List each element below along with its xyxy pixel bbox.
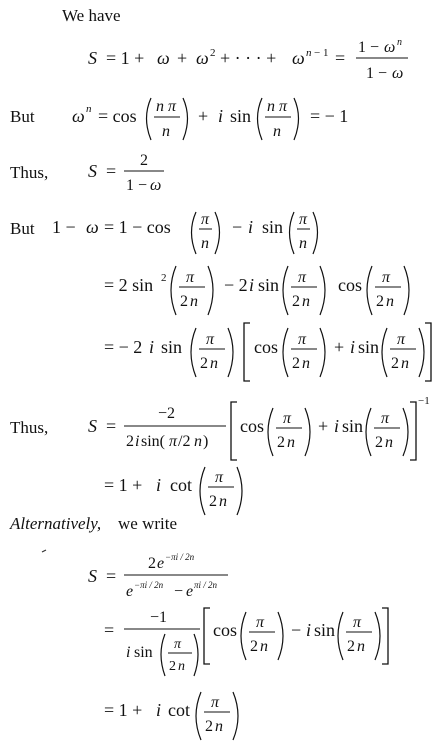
- svg-text:2: 2: [200, 355, 208, 372]
- svg-text:−1: −1: [418, 395, 430, 407]
- svg-text:2: 2: [169, 659, 176, 674]
- svg-text:S: S: [88, 161, 97, 181]
- svg-text:−: −: [291, 620, 302, 640]
- svg-text:2: 2: [209, 493, 217, 510]
- svg-text:π: π: [206, 331, 215, 348]
- svg-text:/2: /2: [178, 433, 191, 450]
- svg-text:π: π: [169, 433, 178, 450]
- svg-text:n: n: [260, 638, 268, 655]
- svg-text:2: 2: [126, 433, 134, 450]
- svg-text:n π: n π: [156, 98, 177, 115]
- svg-text:= 1 +: = 1 +: [106, 48, 145, 68]
- svg-text:n π: n π: [267, 98, 288, 115]
- svg-text:sin: sin: [230, 106, 252, 126]
- text-alternatively: Alternatively,: [10, 514, 102, 533]
- svg-text:cos: cos: [240, 416, 264, 436]
- svg-text:i: i: [126, 644, 131, 661]
- svg-text:= cos: = cos: [98, 106, 137, 126]
- svg-text:n: n: [273, 123, 281, 140]
- equation-exponential-expanded: [104, 608, 388, 676]
- svg-text:sin: sin: [342, 416, 364, 436]
- svg-text:π: π: [298, 331, 307, 348]
- svg-text:n: n: [357, 638, 365, 655]
- svg-text:n: n: [162, 123, 170, 140]
- svg-text:2: 2: [205, 718, 213, 735]
- svg-text:n: n: [201, 235, 209, 252]
- svg-text:πi / 2n: πi / 2n: [194, 580, 218, 590]
- svg-text:cot: cot: [168, 700, 190, 720]
- svg-text:n: n: [86, 103, 92, 115]
- svg-text:2: 2: [161, 272, 167, 284]
- svg-text:−πi / 2n: −πi / 2n: [165, 552, 195, 562]
- svg-text:= 1 − cos: = 1 − cos: [104, 217, 171, 237]
- svg-text:π: π: [382, 269, 391, 286]
- svg-text:cot: cot: [170, 475, 192, 495]
- svg-text:cos: cos: [254, 337, 278, 357]
- svg-text:π: π: [299, 211, 308, 228]
- text-thus-2: Thus,: [10, 418, 49, 437]
- svg-text:): ): [203, 433, 209, 450]
- svg-text:+: +: [198, 106, 209, 126]
- svg-text:π: π: [298, 269, 307, 286]
- svg-text:= 1 +: = 1 +: [104, 475, 143, 495]
- svg-text:=: =: [106, 566, 117, 586]
- svg-text:+: +: [334, 337, 345, 357]
- svg-text:π: π: [397, 331, 406, 348]
- svg-text:π: π: [215, 469, 224, 486]
- svg-text:−: −: [174, 583, 184, 600]
- svg-text:n: n: [302, 355, 310, 372]
- svg-text:=: =: [106, 416, 117, 436]
- svg-text:−πi / 2n: −πi / 2n: [134, 580, 164, 590]
- svg-text:2: 2: [292, 355, 300, 372]
- svg-text:i: i: [350, 337, 356, 357]
- svg-text:ω: ω: [292, 48, 305, 68]
- equation-s-fraction: [88, 152, 164, 194]
- equation-one-minus-omega: [52, 211, 318, 254]
- equation-result-1: [104, 467, 242, 515]
- svg-text:−: −: [232, 217, 243, 237]
- svg-text:2: 2: [148, 555, 156, 572]
- svg-text:i: i: [218, 106, 224, 126]
- svg-text:n: n: [397, 37, 402, 48]
- svg-text:i: i: [334, 416, 340, 436]
- svg-text:i: i: [249, 275, 255, 295]
- svg-text:−1: −1: [150, 609, 168, 626]
- svg-text:i: i: [135, 433, 140, 450]
- svg-text:sin: sin: [314, 620, 336, 640]
- svg-text:sin: sin: [134, 644, 153, 661]
- svg-text:2: 2: [140, 152, 148, 169]
- svg-text:n: n: [219, 493, 227, 510]
- svg-text:S: S: [88, 566, 97, 586]
- equation-factored: [104, 323, 431, 381]
- svg-text:2: 2: [376, 293, 384, 310]
- svg-text:2: 2: [250, 638, 258, 655]
- svg-text:sin: sin: [358, 337, 380, 357]
- svg-text:=: =: [335, 48, 346, 68]
- svg-text:n: n: [386, 293, 394, 310]
- svg-text:2: 2: [210, 47, 216, 59]
- svg-text:ω: ω: [157, 48, 170, 68]
- svg-text:cos: cos: [338, 275, 362, 295]
- svg-text:+: +: [177, 48, 188, 68]
- svg-text:sin: sin: [262, 217, 284, 237]
- svg-text:ω: ω: [150, 177, 162, 194]
- svg-text:π: π: [211, 694, 220, 711]
- svg-text:e: e: [157, 555, 165, 572]
- svg-text:i: i: [306, 620, 312, 640]
- svg-text:1 −: 1 −: [52, 217, 76, 237]
- equation-omega-n: [72, 98, 348, 140]
- svg-text:2: 2: [277, 434, 285, 451]
- svg-text:ω: ω: [196, 48, 209, 68]
- stray-mark: [42, 550, 46, 552]
- svg-text:ω: ω: [86, 217, 99, 237]
- svg-text:ω: ω: [392, 65, 404, 82]
- svg-text:−2: −2: [158, 405, 176, 422]
- svg-text:π: π: [256, 614, 265, 631]
- svg-text:e: e: [186, 583, 194, 600]
- equation-exponential: [88, 552, 228, 600]
- svg-text:π: π: [353, 614, 362, 631]
- svg-text:S: S: [88, 48, 97, 68]
- svg-text:ω: ω: [384, 39, 396, 56]
- svg-text:1 −: 1 −: [126, 177, 148, 194]
- svg-text:+: +: [318, 416, 329, 436]
- svg-text:n: n: [302, 293, 310, 310]
- svg-text:sin: sin: [161, 337, 183, 357]
- svg-text:sin: sin: [258, 275, 280, 295]
- svg-text:2: 2: [292, 293, 300, 310]
- svg-text:2: 2: [347, 638, 355, 655]
- svg-text:− 1: − 1: [314, 47, 329, 59]
- svg-text:cos: cos: [213, 620, 237, 640]
- svg-text:2: 2: [180, 293, 188, 310]
- svg-text:n: n: [299, 235, 307, 252]
- svg-text:n: n: [287, 434, 295, 451]
- svg-text:i: i: [248, 217, 254, 237]
- equation-double-angle: [104, 266, 409, 315]
- svg-text:i: i: [149, 337, 155, 357]
- svg-text:= 2 sin: = 2 sin: [104, 275, 154, 295]
- svg-text:2: 2: [375, 434, 383, 451]
- svg-text:n: n: [215, 718, 223, 735]
- svg-text:1 −: 1 −: [366, 65, 388, 82]
- svg-text:n: n: [401, 355, 409, 372]
- svg-text:n: n: [385, 434, 393, 451]
- svg-text:= − 2: = − 2: [104, 337, 143, 357]
- svg-text:=: =: [104, 620, 115, 640]
- svg-text:π: π: [201, 211, 210, 228]
- text-we-write: we write: [118, 514, 178, 533]
- svg-text:= 1 +: = 1 +: [104, 700, 143, 720]
- svg-text:sin(: sin(: [141, 433, 165, 450]
- svg-text:− 2: − 2: [224, 275, 248, 295]
- svg-text:ω: ω: [72, 106, 85, 126]
- svg-text:i: i: [156, 475, 162, 495]
- svg-text:n: n: [190, 293, 198, 310]
- svg-text:n: n: [178, 659, 185, 674]
- svg-text:n: n: [194, 433, 202, 450]
- svg-text:1 −: 1 −: [358, 39, 380, 56]
- svg-text:n: n: [306, 47, 312, 59]
- equation-s-inverse: [88, 395, 430, 460]
- svg-text:i: i: [156, 700, 162, 720]
- svg-text:e: e: [126, 583, 134, 600]
- text-thus-1: Thus,: [10, 163, 49, 182]
- text-we-have: We have: [62, 6, 121, 25]
- svg-text:π: π: [283, 410, 292, 427]
- equation-sum-series: [88, 37, 408, 82]
- svg-text:+ · · · +: + · · · +: [220, 48, 277, 68]
- svg-text:= − 1: = − 1: [310, 106, 349, 126]
- svg-text:π: π: [174, 637, 182, 652]
- text-but-2: But: [10, 219, 35, 238]
- svg-text:2: 2: [391, 355, 399, 372]
- text-but-1: But: [10, 107, 35, 126]
- svg-text:π: π: [186, 269, 195, 286]
- equation-result-2: [104, 692, 238, 740]
- svg-text:n: n: [210, 355, 218, 372]
- svg-text:π: π: [381, 410, 390, 427]
- svg-text:S: S: [88, 416, 97, 436]
- svg-text:=: =: [106, 161, 117, 181]
